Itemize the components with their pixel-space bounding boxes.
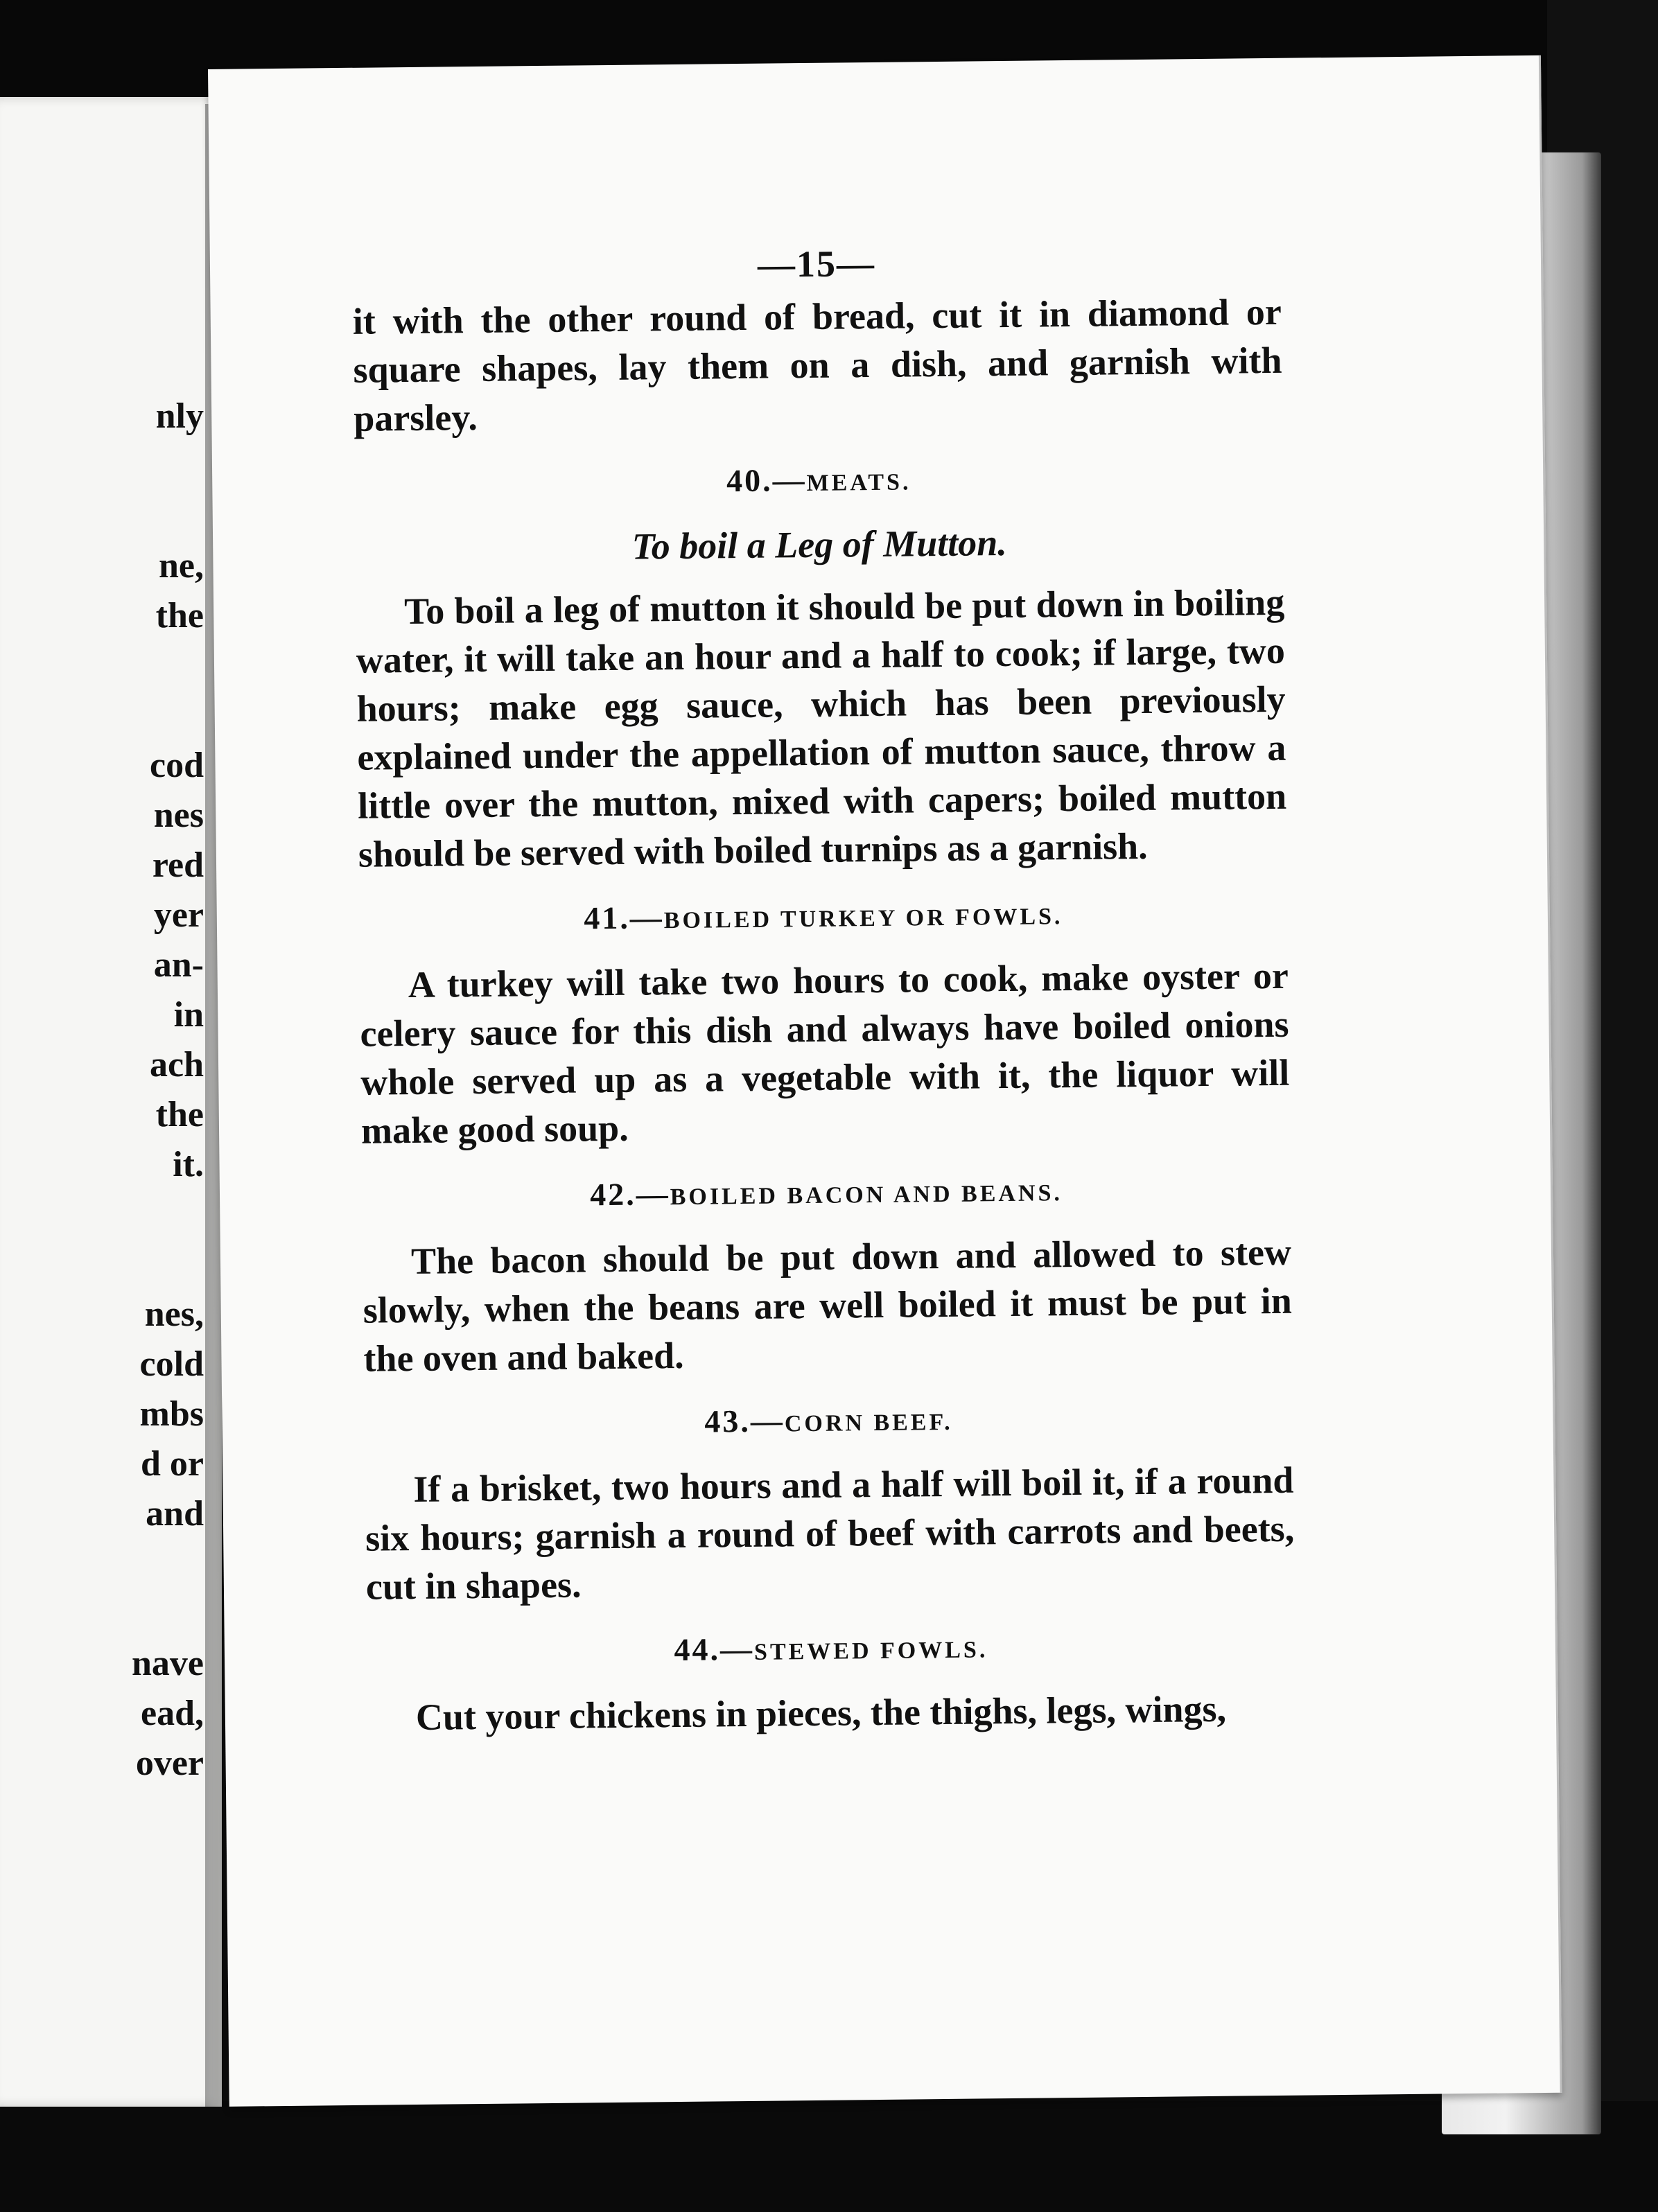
fragment: nes,	[144, 1294, 204, 1334]
fragment: cold	[139, 1344, 204, 1384]
intro-paragraph: it with the other round of bread, cut it in diamond or square shapes, lay them on a dish, and garnish with parsley.	[352, 290, 1282, 439]
section-heading-41	[359, 887, 1289, 949]
fragment: in	[173, 995, 204, 1035]
section-number: 40.—	[726, 462, 807, 499]
left-facing-page	[0, 97, 222, 2107]
section-title: STEWED FOWLS.	[753, 1637, 988, 1665]
page-content	[352, 235, 1297, 1742]
fragment	[132, 1190, 204, 1240]
fragment: yer	[153, 895, 204, 935]
fragment	[132, 641, 204, 691]
fragment: an-	[153, 945, 204, 985]
section-number: 41.—	[584, 899, 665, 936]
fragment: the	[155, 1095, 204, 1134]
left-page-text-fragments	[132, 392, 204, 1789]
fragment: it.	[173, 1145, 204, 1184]
recipe-paragraph: The bacon should be put down and allowed to stew slowly, when the beans are well boiled it must be put in the oven and baked.	[363, 1231, 1293, 1380]
recipe-subtitle: To boil a Leg of Mutton.	[631, 521, 1008, 568]
fragment	[132, 691, 204, 741]
fragment: over	[135, 1744, 204, 1783]
recipe-paragraph: To boil a leg of mutton it should be put down in boiling water, it will take an hour and a half to cook; if large, two hours; make egg sauce, which has been previously explained under the appellation of mutton sauce, throw a little over the mutton, mixed with capers; boiled mutton should be served with boiled turnips as a garnish.	[356, 581, 1287, 875]
section-number: 42.—	[589, 1176, 670, 1213]
fragment: nly	[155, 396, 204, 436]
fragment	[132, 1539, 204, 1589]
background-bottom	[0, 2101, 1658, 2212]
section-heading-43	[364, 1392, 1293, 1453]
section-number: 43.—	[704, 1403, 785, 1439]
fragment: ead,	[141, 1694, 204, 1733]
fragment: d or	[141, 1444, 204, 1484]
section-title: MEATS.	[806, 469, 911, 496]
fragment: red	[152, 845, 204, 885]
fragment	[132, 1589, 204, 1639]
page-number: —15—	[757, 242, 876, 286]
fragment	[132, 441, 204, 491]
fragment: and	[146, 1494, 204, 1534]
section-number: 44.—	[674, 1631, 755, 1668]
fragment: ne,	[159, 546, 204, 586]
recipe-paragraph: If a brisket, two hours and a half will boil it, if a round six hours; garnish a round of beef with carrots and beets, cut in shapes.	[365, 1459, 1295, 1608]
section-title: BOILED TURKEY OR FOWLS.	[663, 904, 1063, 934]
section-title: BOILED BACON AND BEANS.	[670, 1180, 1063, 1211]
section-heading-44	[367, 1620, 1296, 1681]
recipe-paragraph: Cut your chickens in pieces, the thighs, legs, wings,	[415, 1687, 1227, 1738]
recipe-paragraph: A turkey will take two hours to cook, make oyster or celery sauce for this dish and always have boiled onions whole served up as a vegetable with it, the liquor will make good soup.	[360, 954, 1290, 1152]
section-title: CORN BEEF.	[784, 1409, 953, 1437]
fragment: nes	[153, 796, 204, 835]
fragment: mbs	[139, 1394, 204, 1434]
fragment	[132, 491, 204, 541]
section-heading-42	[362, 1164, 1291, 1225]
fragment	[132, 1240, 204, 1290]
book-page	[208, 55, 1562, 2107]
fragment: the	[155, 596, 204, 635]
section-heading-40	[354, 451, 1284, 513]
fragment: nave	[132, 1644, 204, 1683]
fragment: ach	[150, 1045, 204, 1085]
fragment: cod	[150, 746, 204, 785]
